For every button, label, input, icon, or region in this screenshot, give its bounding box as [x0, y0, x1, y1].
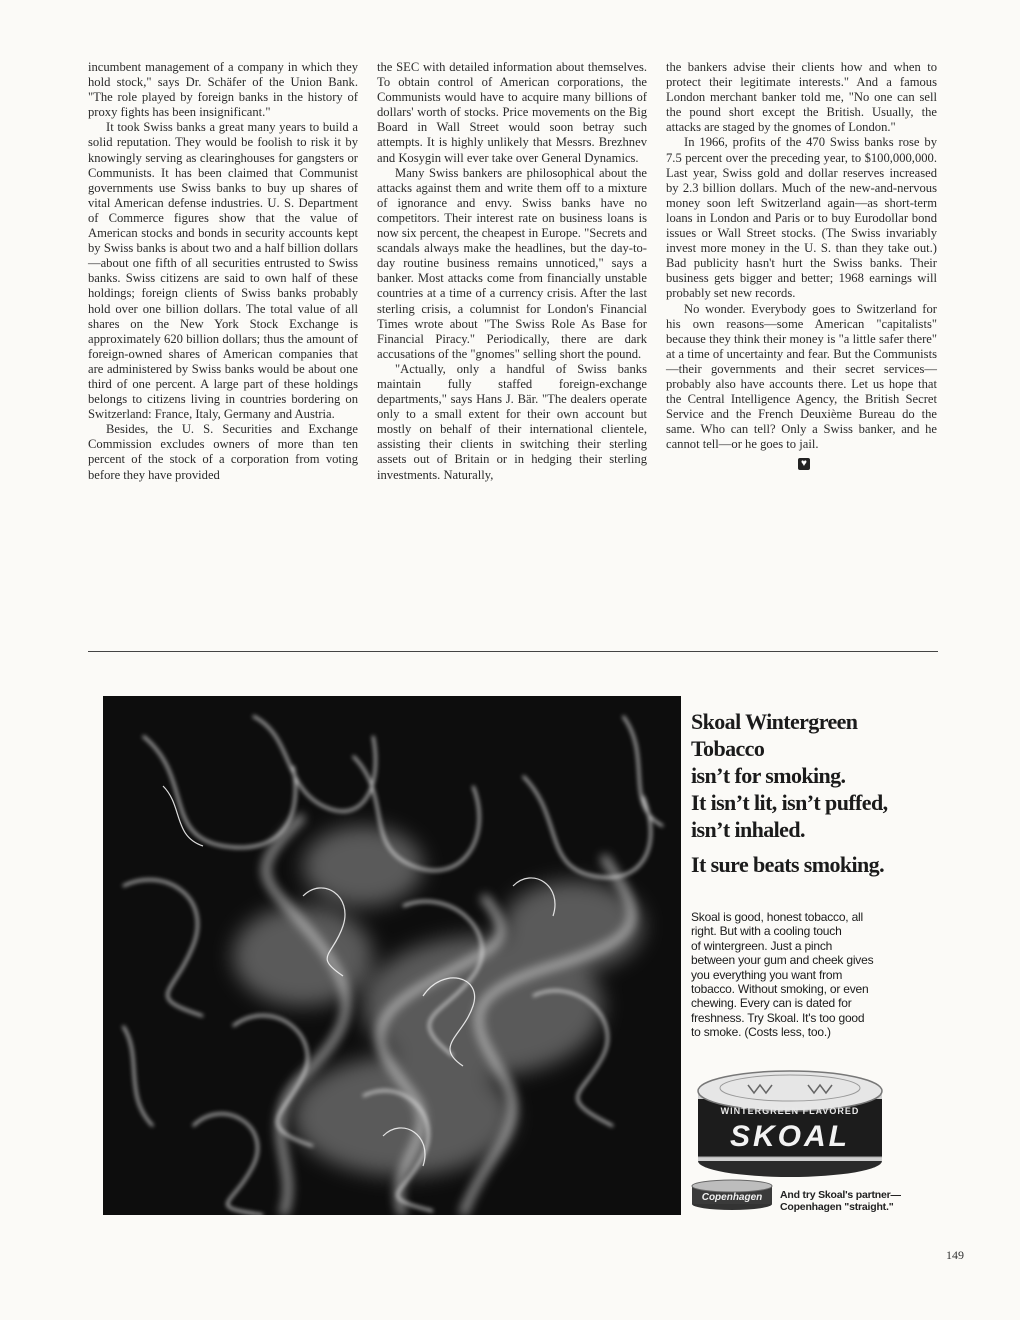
- page-number: 149: [946, 1248, 964, 1262]
- copenhagen-label: Copenhagen: [701, 1192, 763, 1203]
- skoal-can-image: [690, 1063, 890, 1181]
- partner-tagline: [780, 1189, 940, 1213]
- ad-body-line: of wintergreen. Just a pinch: [691, 938, 833, 953]
- article-column-2: [377, 60, 647, 483]
- ad-body-line: tobacco. Without smoking, or even: [691, 982, 869, 997]
- ad-body-line: between your gum and cheek gives: [691, 953, 874, 968]
- paragraph: Besides, the U. S. Securities and Exchange Commission excludes owners of more than ten percent of the stock of a corporation from voting before they have provided: [88, 422, 358, 482]
- ad-headline-line: Skoal Wintergreen: [691, 709, 858, 734]
- article-column-3: [666, 60, 937, 471]
- paragraph: the bankers advise their clients how and when to protect their legitimate interests." And a famous London merchant banker told me, "No one can sell the pound short except the British. Usually, the attacks are staged by the gnomes of London.": [666, 60, 937, 135]
- ad-body-copy: [691, 910, 901, 1040]
- partner-line: Copenhagen "straight.": [780, 1201, 894, 1213]
- ad-headline-line: isn’t inhaled.: [691, 817, 805, 842]
- ad-body-line: Skoal is good, honest tobacco, all: [691, 910, 863, 924]
- ad-body-line: chewing. Every can is dated for: [691, 996, 852, 1011]
- partner-line: And try Skoal's partner—: [780, 1189, 901, 1201]
- ad-headline-line: isn’t for smoking.: [691, 763, 846, 788]
- paragraph: Many Swiss bankers are philosophical about the attacks against them and write them off to a mixture of ignorance and envy. Swiss banks have no competitors. Their interest rate on business loans is now six percent, the cheapest in Europe. "Secrets and scandals always make the headlines, but the day-to-day routine business remains unnoticed," says a banker. Most attacks come from financially unstable countries at a time of a currency crisis. After the last sterling crisis, a columnist for London's Financial Times wrote about "The Swiss Role As Base for Financial Piracy." Periodically, there are dark accusations of the "gnomes" selling short the pound.: [377, 165, 647, 361]
- paragraph: "Actually, only a handful of Swiss banks maintain fully staffed foreign-exchange departments," says Hans J. Bär. "The dealers operate only to a small extent for their own account but mostly on behalf of their international clientele, assisting their clients in switching their sterling assets out of Britain or in hedging their sterling investments. Naturally,: [377, 361, 647, 482]
- can-flavor-label: WINTERGREEN FLAVORED: [720, 1106, 860, 1116]
- paragraph: In 1966, profits of the 470 Swiss banks rose by 7.5 percent over the preceding year, to $100,000,000. Last year, Swiss gold and dollar reserves increased by 2.3 billion dollars. Much of the new-and-nervous money soon left Switzerland again—as short-term loans in London and Paris or to buy Eurodollar bond issues or Wall Street stocks. (The Swiss invariably invest more money in the U. S. than they take out.) Bad publicity hasn't hurt the Swiss banks. Their business gets bigger and better; 1968 earnings will probably set new records.: [666, 135, 937, 301]
- ad-subheadline: It sure beats smoking.: [691, 852, 884, 877]
- paragraph: It took Swiss banks a great many years to build a solid reputation. They would be foolish to risk it by knowingly serving as clearinghouses for gangsters or Communists. It has been claimed that Communist governments use Swiss banks to buy up shares of vital American defense industries. U. S. Department of Commerce figures show that the value of American stocks and bonds in security accounts kept by Swiss banks is about two and a half billion dollars—about one fifth of all securities entrusted to Swiss banks. Swiss citizens are said to own half of these holdings; foreign clients of Swiss banks probably hold over one billion dollars. The total value of all shares on the New York Stock Exchange is approximately 620 billion dollars; thus the amount of foreign-owned shares of American companies that are administered by Swiss banks would be about one third of one percent. A large part of these holdings belongs to citizens living in countries bordering on Switzerland: France, Italy, Germany and Austria.: [88, 120, 358, 422]
- ad-headline-line: It isn’t lit, isn’t puffed,: [691, 790, 888, 815]
- article-column-1: [88, 60, 358, 483]
- paragraph: the SEC with detailed information about themselves. To obtain control of American corporations, the Communists would have to acquire many billions of dollars' worth of stocks. Price movements on the Big Board in Wall Street would soon betray such attempts. It is highly unlikely that Messrs. Brezhnev and Kosygin will ever take over General Dynamics.: [377, 60, 647, 165]
- ad-body-line: freshness. Try Skoal. It's too good: [691, 1010, 865, 1025]
- ad-headline-block: [691, 708, 941, 878]
- ad-body-line: you everything you want from: [691, 967, 843, 982]
- paragraph: No wonder. Everybody goes to Switzerland for his own reasons—some American "capitalists" because they think their money is "a little safer there" at a time of uncertainty and fear. But the Communists—their governments and their secret services—probably also have accounts there. Let us hope that the Central Intelligence Agency, the British Secret Service and the French Deuxième Bureau do the same. Who can tell? Only a Swiss banker, and he cannot tell—or he goes to jail.: [666, 301, 937, 452]
- rabbit-logo-icon: ♥: [798, 458, 810, 470]
- can-brand-label: SKOAL: [730, 1120, 850, 1153]
- section-divider: [88, 651, 938, 652]
- smoke-photo: [103, 696, 681, 1215]
- copenhagen-can-image: [691, 1178, 773, 1210]
- smoke-image: [103, 696, 681, 1215]
- ad-headline-line: Tobacco: [691, 736, 765, 761]
- paragraph: incumbent management of a company in which they hold stock," says Dr. Schäfer of the Union Bank. "The role played by foreign banks in the history of proxy fights has been insignificant.": [88, 60, 358, 120]
- ad-body-line: to smoke. (Costs less, too.): [691, 1025, 831, 1040]
- ad-body-line: right. But with a cooling touch: [691, 924, 842, 939]
